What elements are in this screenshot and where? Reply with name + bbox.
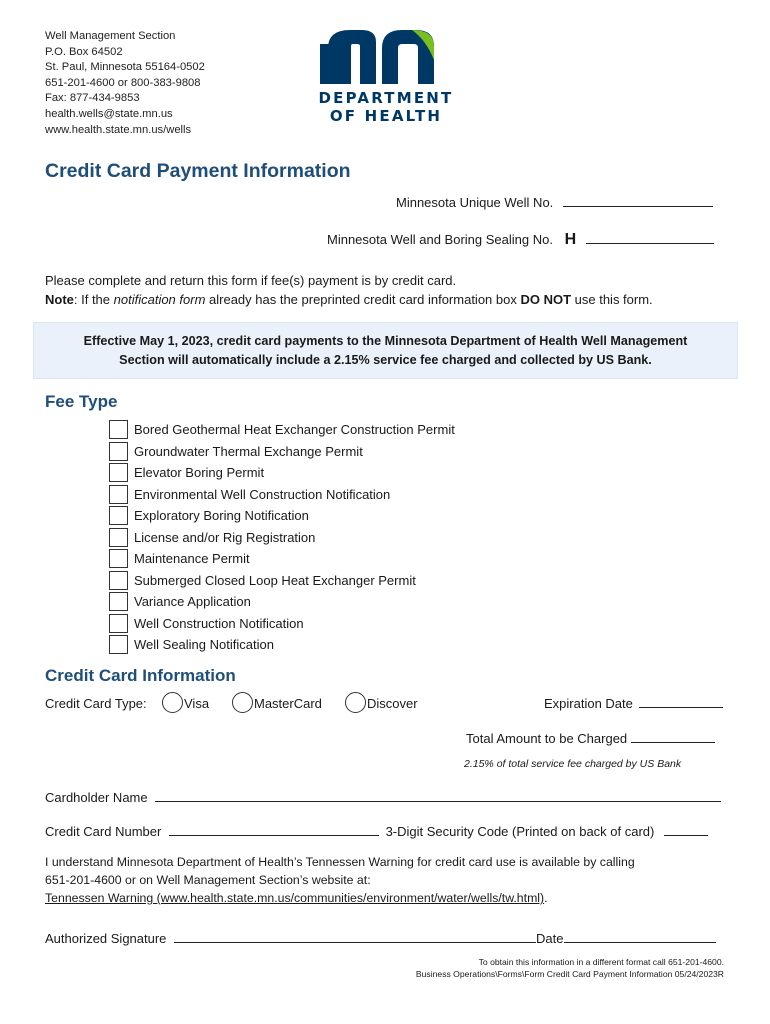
date-label: Date bbox=[536, 931, 564, 946]
fee-notice-banner bbox=[33, 322, 738, 379]
address-line: www.health.state.mn.us/wells bbox=[45, 123, 192, 136]
warning-line: I understand Minnesota Department of Health’s Tennessen Warning for credit card use is available by calling bbox=[45, 855, 635, 869]
checkbox[interactable] bbox=[109, 614, 128, 633]
link-suffix: . bbox=[544, 891, 548, 905]
page-title: Credit Card Payment Information bbox=[45, 160, 351, 182]
fee-item bbox=[109, 484, 455, 506]
fee-label: Well Sealing Notification bbox=[134, 637, 274, 653]
fee-item bbox=[109, 505, 455, 527]
fee-label: Maintenance Permit bbox=[134, 551, 250, 567]
fee-type-heading: Fee Type bbox=[45, 392, 118, 411]
discover-radio[interactable] bbox=[345, 692, 366, 713]
banner-line: Effective May 1, 2023, credit card payments to the Minnesota Department of Health Well Management bbox=[83, 334, 688, 348]
address-block bbox=[45, 29, 205, 138]
expiration-label: Expiration Date bbox=[544, 696, 633, 711]
logo-line-of-health: OF HEALTH bbox=[329, 107, 443, 125]
note-label: Note bbox=[45, 292, 74, 307]
signature-input[interactable] bbox=[174, 931, 536, 943]
security-input[interactable] bbox=[664, 824, 708, 836]
note-text bbox=[45, 292, 653, 307]
card-number-label: Credit Card Number bbox=[45, 824, 162, 839]
note-emphasis: notification form bbox=[113, 292, 206, 307]
checkbox[interactable] bbox=[109, 506, 128, 525]
total-row bbox=[466, 731, 715, 746]
expiration-input[interactable] bbox=[639, 696, 723, 708]
checkbox[interactable] bbox=[109, 442, 128, 461]
card-type-label: Credit Card Type: bbox=[45, 696, 147, 711]
footer-line: Business Operations\Forms\Form Credit Card Payment Information 05/24/2023R bbox=[415, 969, 724, 979]
checkbox[interactable] bbox=[109, 463, 128, 482]
fee-item bbox=[109, 462, 455, 484]
security-label: 3-Digit Security Code (Printed on back of card) bbox=[385, 824, 655, 839]
banner-line: Section will automatically include a 2.15% service fee charged and collected by US Bank. bbox=[119, 353, 652, 367]
fee-label: Submerged Closed Loop Heat Exchanger Permit bbox=[134, 572, 416, 588]
instruction-text: Please complete and return this form if fee(s) payment is by credit card. bbox=[45, 273, 457, 288]
signature-row bbox=[45, 931, 716, 946]
checkbox[interactable] bbox=[109, 420, 128, 439]
address-line: P.O. Box 64502 bbox=[45, 45, 123, 58]
checkbox[interactable] bbox=[109, 528, 128, 547]
fee-label: Elevator Boring Permit bbox=[134, 465, 265, 481]
footer-line: To obtain this information in a different format call 651-201-4600. bbox=[478, 957, 724, 967]
fee-label: Groundwater Thermal Exchange Permit bbox=[134, 443, 363, 459]
cardholder-row bbox=[45, 790, 721, 805]
fee-label: License and/or Rig Registration bbox=[134, 529, 316, 545]
signature-label: Authorized Signature bbox=[45, 931, 167, 946]
logo-line-department: DEPARTMENT bbox=[318, 89, 454, 107]
address-line: health.wells@state.mn.us bbox=[45, 107, 173, 120]
warning-line: 651-201-4600 or on Well Management Section’s website at: bbox=[45, 873, 371, 887]
sealing-prefix: H bbox=[564, 231, 577, 248]
mastercard-radio[interactable] bbox=[232, 692, 253, 713]
fee-item bbox=[109, 419, 455, 441]
fee-item bbox=[109, 570, 455, 592]
tennessen-warning-link[interactable]: Tennessen Warning (www.health.state.mn.us/communities/environment/water/wells/tw.html) bbox=[45, 891, 545, 905]
card-number-input[interactable] bbox=[169, 824, 379, 836]
sealing-label: Minnesota Well and Boring Sealing No. bbox=[327, 232, 553, 247]
address-line: 651-201-4600 or 800-383-9808 bbox=[45, 76, 201, 89]
fee-item bbox=[109, 527, 455, 549]
cardholder-label: Cardholder Name bbox=[45, 790, 148, 805]
fee-label: Well Construction Notification bbox=[134, 615, 304, 631]
fee-label: Bored Geothermal Heat Exchanger Construction Permit bbox=[134, 422, 455, 438]
address-line: Fax: 877-434-9853 bbox=[45, 92, 140, 105]
note-part: use this form. bbox=[571, 292, 653, 307]
fee-item bbox=[109, 441, 455, 463]
warning-link-row bbox=[45, 891, 548, 905]
fee-item bbox=[109, 613, 455, 635]
unique-well-row bbox=[396, 195, 713, 210]
checkbox[interactable] bbox=[109, 635, 128, 654]
card-number-row bbox=[45, 824, 708, 839]
address-line: Well Management Section bbox=[45, 30, 176, 42]
sealing-row bbox=[327, 231, 714, 249]
expiration-row bbox=[544, 696, 723, 711]
note-bold: DO NOT bbox=[520, 292, 572, 307]
checkbox[interactable] bbox=[109, 571, 128, 590]
total-label: Total Amount to be Charged bbox=[466, 731, 628, 746]
fee-item bbox=[109, 591, 455, 613]
mastercard-label: MasterCard bbox=[254, 696, 322, 711]
sealing-input[interactable] bbox=[586, 232, 714, 244]
unique-well-input[interactable] bbox=[563, 195, 713, 207]
unique-well-label: Minnesota Unique Well No. bbox=[396, 195, 554, 210]
total-input[interactable] bbox=[631, 731, 715, 743]
service-fee-note: 2.15% of total service fee charged by US Bank bbox=[464, 758, 682, 770]
card-info-heading: Credit Card Information bbox=[45, 666, 236, 685]
visa-label: Visa bbox=[184, 696, 210, 711]
fee-label: Exploratory Boring Notification bbox=[134, 508, 309, 524]
note-part: already has the preprinted credit card information box bbox=[205, 292, 521, 307]
fee-item bbox=[109, 548, 455, 570]
visa-radio[interactable] bbox=[162, 692, 183, 713]
fee-type-list bbox=[109, 419, 455, 656]
date-input[interactable] bbox=[564, 931, 716, 943]
discover-label: Discover bbox=[367, 696, 418, 711]
logo-text bbox=[316, 89, 456, 125]
checkbox[interactable] bbox=[109, 592, 128, 611]
fee-label: Environmental Well Construction Notification bbox=[134, 486, 391, 502]
fee-label: Variance Application bbox=[134, 594, 251, 610]
checkbox[interactable] bbox=[109, 485, 128, 504]
fee-item bbox=[109, 634, 455, 656]
checkbox[interactable] bbox=[109, 549, 128, 568]
note-part: : If the bbox=[73, 292, 114, 307]
cardholder-input[interactable] bbox=[155, 790, 721, 802]
address-line: St. Paul, Minnesota 55164-0502 bbox=[45, 61, 205, 74]
